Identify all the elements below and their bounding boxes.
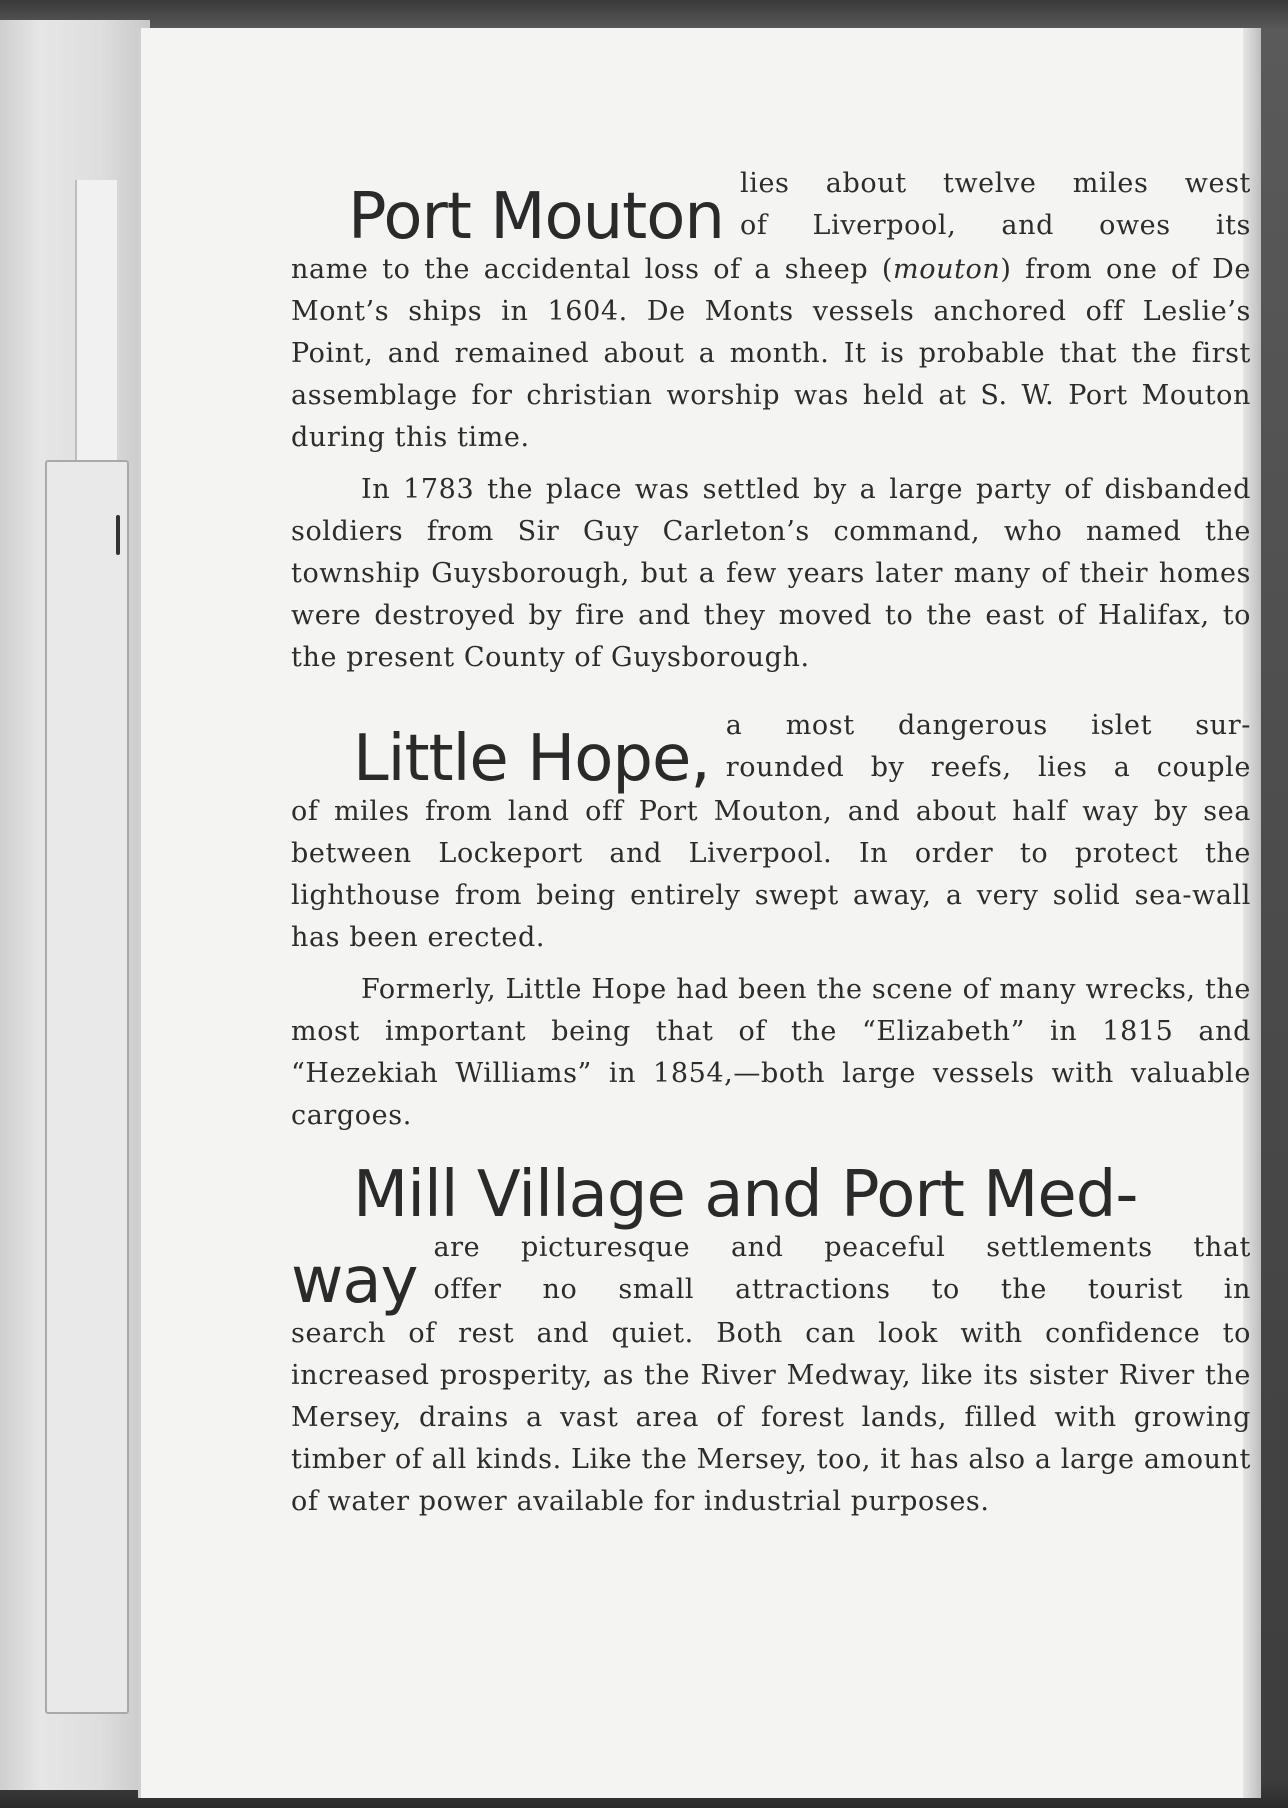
port-mouton-side-line-2: of Liverpool, and owes its <box>739 210 1251 241</box>
page-tab-strip <box>45 460 129 1714</box>
section-mill-village <box>291 1158 1251 1523</box>
little-hope-paragraph-2: Formerly, Little Hope had been the scene of many wrecks, the most important being that of the “Elizabeth” in 1815 and “Hezekiah Williams” in 1854,—both large vessels with valuable cargoes. <box>291 974 1251 1131</box>
port-mouton-paragraph-2: In 1783 the place was settled by a large party of disbanded soldiers from Sir Guy Carleton’s command, who named the township Guysborough, but a few years later many of their homes were destroyed by fire and they moved to the east of Halifax, to the present County of Guysborough. <box>291 474 1251 673</box>
mill-village-heading-line-1: Mill Village and Port Med- <box>353 1158 1138 1232</box>
mouton-italic-word: mouton <box>893 254 1001 285</box>
mill-village-heading-line-2: way <box>291 1244 418 1318</box>
little-hope-side-lines <box>710 705 1251 791</box>
mill-village-paragraph: search of rest and quiet. Both can look with confidence to increased prosperity, as the River Medway, like its sister River the Mersey, drains a vast area of forest lands, filled with growing timber of all kinds. Like the Mersey, too, it has also a large amount of water power available for industrial purposes. <box>291 1318 1251 1517</box>
little-hope-heading-row <box>291 705 1251 796</box>
section-port-mouton <box>291 163 1251 679</box>
adjacent-page-edge <box>0 20 150 1790</box>
page-text-column <box>291 163 1251 1541</box>
port-mouton-heading: Port Mouton <box>348 180 724 254</box>
port-mouton-side-lines <box>724 163 1251 249</box>
little-hope-heading: Little Hope, <box>353 722 710 796</box>
port-mouton-heading-row <box>291 163 1251 254</box>
port-mouton-body-end: ) from one of De Mont’s ships in 1604. De Monts vessels anchored off Leslie’s Point, and remained about a month. It is probable that the first assemblage for christian worship was held at S. W. Port Mouton during this time. <box>291 254 1251 453</box>
little-hope-side-line-1: a most dangerous islet sur- <box>725 710 1251 741</box>
little-hope-paragraph-1: of miles from land off Port Mouton, and about half way by sea between Lockeport and Liverpool. In order to protect the lighthouse from being entirely swept away, a very solid sea-wall has been erected. <box>291 796 1251 953</box>
section-little-hope <box>291 705 1251 1137</box>
bookmark-strip <box>75 180 117 480</box>
little-hope-side-line-2: rounded by reefs, lies a couple <box>725 752 1251 783</box>
mill-village-side-line-1: are picturesque and peaceful settlements that <box>433 1232 1251 1263</box>
port-mouton-side-line-1: lies about twelve miles west <box>739 168 1251 199</box>
margin-mark <box>116 515 120 555</box>
mill-village-heading-row <box>291 1227 1251 1318</box>
mill-village-side-line-2: offer no small attractions to the tourist in <box>433 1274 1251 1305</box>
mill-village-side-lines <box>417 1227 1251 1313</box>
port-mouton-body-start: name to the accidental loss of a sheep ( <box>291 254 894 285</box>
book-page <box>138 28 1261 1798</box>
port-mouton-paragraph-1 <box>291 249 1251 459</box>
